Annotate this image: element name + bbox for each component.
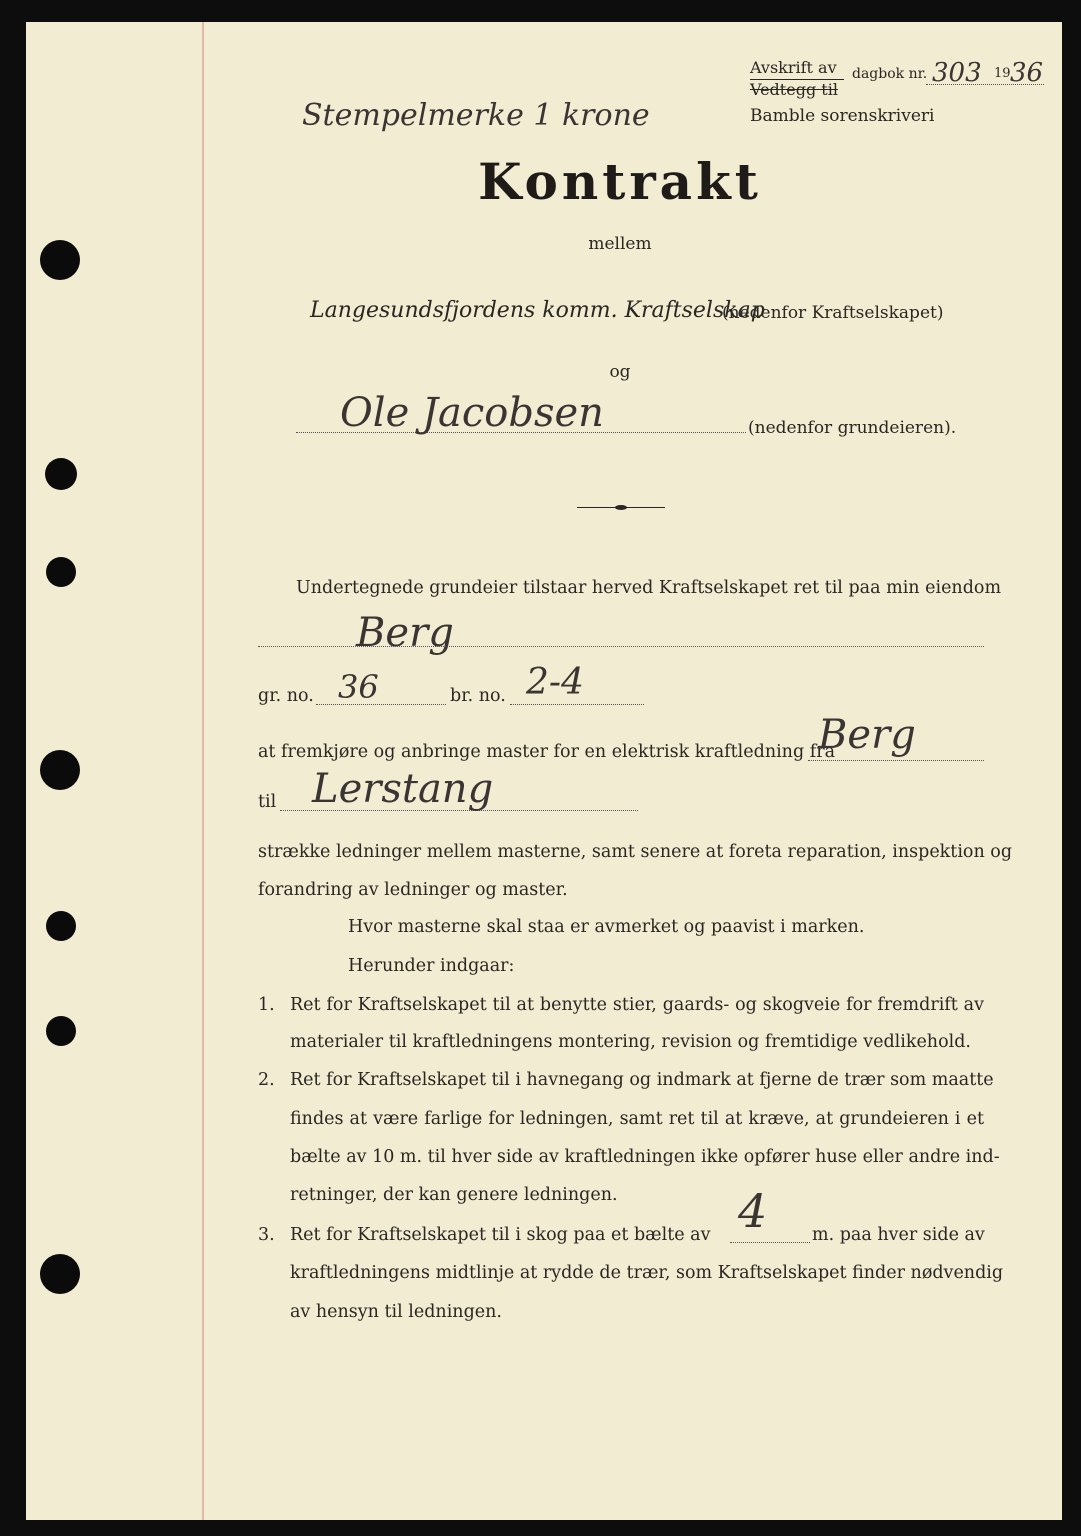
- punch-hole: [40, 750, 80, 790]
- gr-dots: [316, 704, 446, 705]
- document-page: [26, 22, 1062, 1520]
- party1-name: Langesundsfjordens komm. Kraftselskap: [310, 298, 765, 323]
- route-from-text: at fremkjøre og anbringe master for en elektrisk kraftledning fra: [258, 742, 835, 762]
- item-line: Ret for Kraftselskapet til i skog paa et bælte av: [290, 1225, 711, 1245]
- year-suffix: 36: [1010, 58, 1044, 88]
- punch-hole: [46, 1016, 76, 1046]
- route-to-value: Lerstang: [312, 766, 494, 812]
- item-line: Ret for Kraftselskapet til at benytte stier, gaards- og skogveie for fremdrift av: [290, 995, 984, 1015]
- office-label: Bamble sorenskriveri: [750, 106, 935, 126]
- punch-hole: [46, 557, 76, 587]
- dagbok-label: dagbok nr.: [852, 66, 928, 82]
- route-from-dots: [808, 760, 984, 761]
- route-from-value: Berg: [818, 712, 916, 758]
- item3-dots: [730, 1242, 810, 1243]
- property-name: Berg: [356, 610, 454, 656]
- property-dots: [258, 646, 984, 647]
- paragraph-line: Hvor masterne skal staa er avmerket og paavist i marken.: [348, 917, 865, 937]
- item-number: 2.: [258, 1070, 275, 1090]
- br-value: 2-4: [526, 662, 584, 703]
- item-line: m. paa hver side av: [812, 1225, 985, 1245]
- br-label: br. no.: [450, 686, 506, 706]
- item-line: bælte av 10 m. til hver side av kraftledningen ikke opfører huse eller andre ind-: [290, 1147, 1000, 1167]
- item-line: findes at være farlige for ledningen, samt ret til at kræve, at grundeieren i et: [290, 1109, 984, 1129]
- item3-value: 4: [738, 1184, 768, 1238]
- divider-dot: [615, 505, 627, 510]
- item-line: kraftledningens midtlinje at rydde de trær, som Kraftselskapet finder nødvendig: [290, 1263, 1004, 1283]
- item-line: retninger, der kan genere ledningen.: [290, 1185, 618, 1205]
- item-number: 1.: [258, 995, 275, 1015]
- avskrift-label: Avskrift av: [750, 58, 837, 77]
- paragraph-line: Herunder indgaar:: [348, 956, 515, 976]
- dagbok-number: 303: [932, 58, 982, 88]
- party2-name: Ole Jacobsen: [340, 390, 604, 436]
- punch-hole: [40, 1254, 80, 1294]
- gr-label: gr. no.: [258, 686, 314, 706]
- year-prefix: 19: [994, 66, 1011, 81]
- item-line: materialer til kraftledningens montering, revision og fremtidige vedlikehold.: [290, 1032, 971, 1052]
- punch-hole: [45, 458, 77, 490]
- punch-hole: [46, 911, 76, 941]
- paragraph-line: forandring av ledninger og master.: [258, 880, 568, 900]
- item-number: 3.: [258, 1225, 275, 1245]
- vedtegg-label: Vedtegg til: [750, 80, 838, 99]
- route-to-label: til: [258, 792, 277, 812]
- intro-text: Undertegnede grundeier tilstaar herved Kraftselskapet ret til paa min eiendom: [296, 578, 1002, 598]
- party2-suffix: (nedenfor grundeieren).: [748, 418, 957, 438]
- stamp-note: Stempelmerke 1 krone: [302, 98, 650, 133]
- mellem-label: mellem: [588, 234, 652, 254]
- paragraph-line: strække ledninger mellem masterne, samt senere at foreta reparation, inspektion og: [258, 842, 1013, 862]
- party1-suffix: (nedenfor Kraftselskapet): [722, 303, 944, 323]
- gr-value: 36: [338, 668, 379, 706]
- item-line: Ret for Kraftselskapet til i havnegang og indmark at fjerne de trær som maatte: [290, 1070, 994, 1090]
- item-line: av hensyn til ledningen.: [290, 1302, 502, 1322]
- page-title: Kontrakt: [478, 152, 762, 211]
- og-label: og: [609, 362, 631, 382]
- br-dots: [510, 704, 644, 705]
